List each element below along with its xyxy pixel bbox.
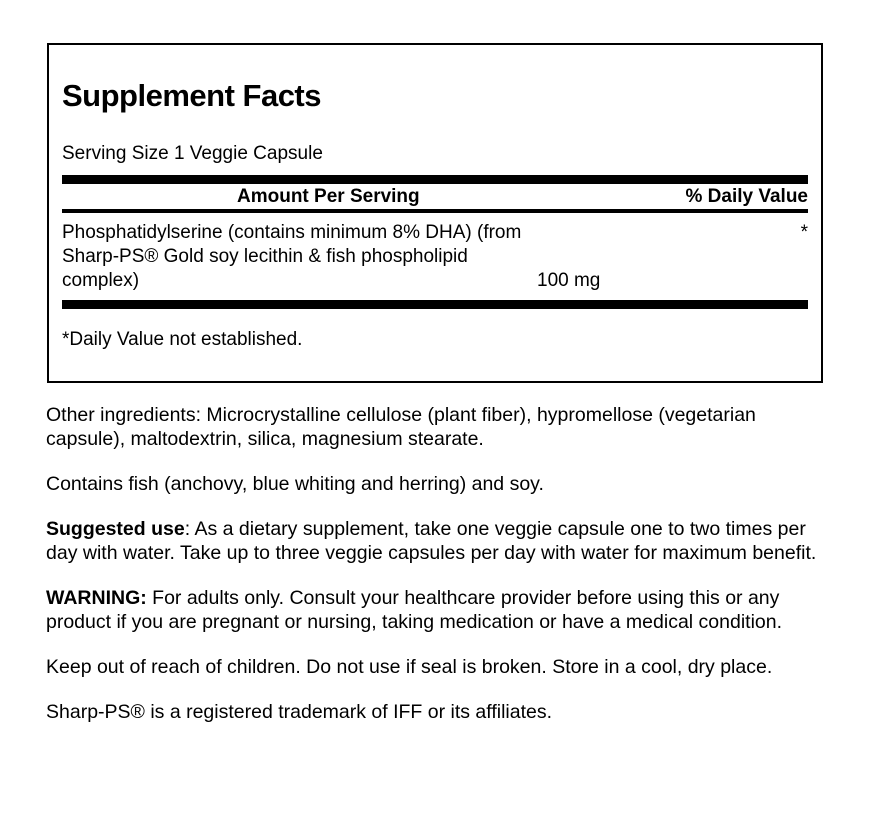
allergen-statement: Contains fish (anchovy, blue whiting and herring) and soy. — [46, 473, 544, 495]
other-ingredients-paragraph: Other ingredients: Microcrystalline cellulose (plant fiber), hypromellose (vegetarian capsule), maltodextrin, silica, magnesium stearate. — [46, 404, 756, 450]
ingredient-daily-value: * — [800, 222, 808, 243]
suggested-use-label: Suggested use — [46, 518, 185, 540]
storage-statement: Keep out of reach of children. Do not use if seal is broken. Store in a cool, dry place. — [46, 656, 773, 678]
warning-paragraph — [46, 586, 840, 634]
divider-thick-top — [62, 175, 808, 184]
column-header-row — [62, 184, 808, 209]
suggested-use-text: : As a dietary supplement, take one veggie capsule one to two times per day with water. Take up to three veggie capsules per day with water for maximum benefit. — [46, 518, 817, 564]
supplement-facts-panel — [47, 43, 823, 383]
ingredient-amount: 100 mg — [537, 270, 601, 291]
ingredient-row — [62, 221, 808, 293]
suggested-use-paragraph — [46, 517, 840, 565]
column-header-amount: Amount Per Serving — [237, 186, 420, 207]
warning-label: WARNING: — [46, 587, 147, 609]
ingredient-name-line2: Sharp-PS® Gold soy lecithin & fish phospholipid — [62, 246, 468, 267]
ingredient-name-line1: Phosphatidylserine (contains minimum 8% DHA) (from — [62, 222, 522, 243]
divider-thick-bottom — [62, 300, 808, 309]
trademark-statement: Sharp-PS® is a registered trademark of IFF or its affiliates. — [46, 701, 553, 723]
label-body — [46, 403, 840, 745]
serving-size: Serving Size 1 Veggie Capsule — [62, 143, 323, 164]
column-header-daily-value: % Daily Value — [685, 186, 808, 207]
warning-text: For adults only. Consult your healthcare provider before using this or any product if you are pregnant or nursing, taking medication or have a medical condition. — [46, 587, 783, 633]
daily-value-footnote: *Daily Value not established. — [62, 329, 303, 350]
ingredient-line-3 — [62, 269, 808, 293]
ingredient-name-line3: complex) — [62, 270, 140, 291]
divider-thin — [62, 209, 808, 213]
ingredient-line-1 — [62, 221, 808, 245]
panel-title: Supplement Facts — [62, 78, 321, 113]
